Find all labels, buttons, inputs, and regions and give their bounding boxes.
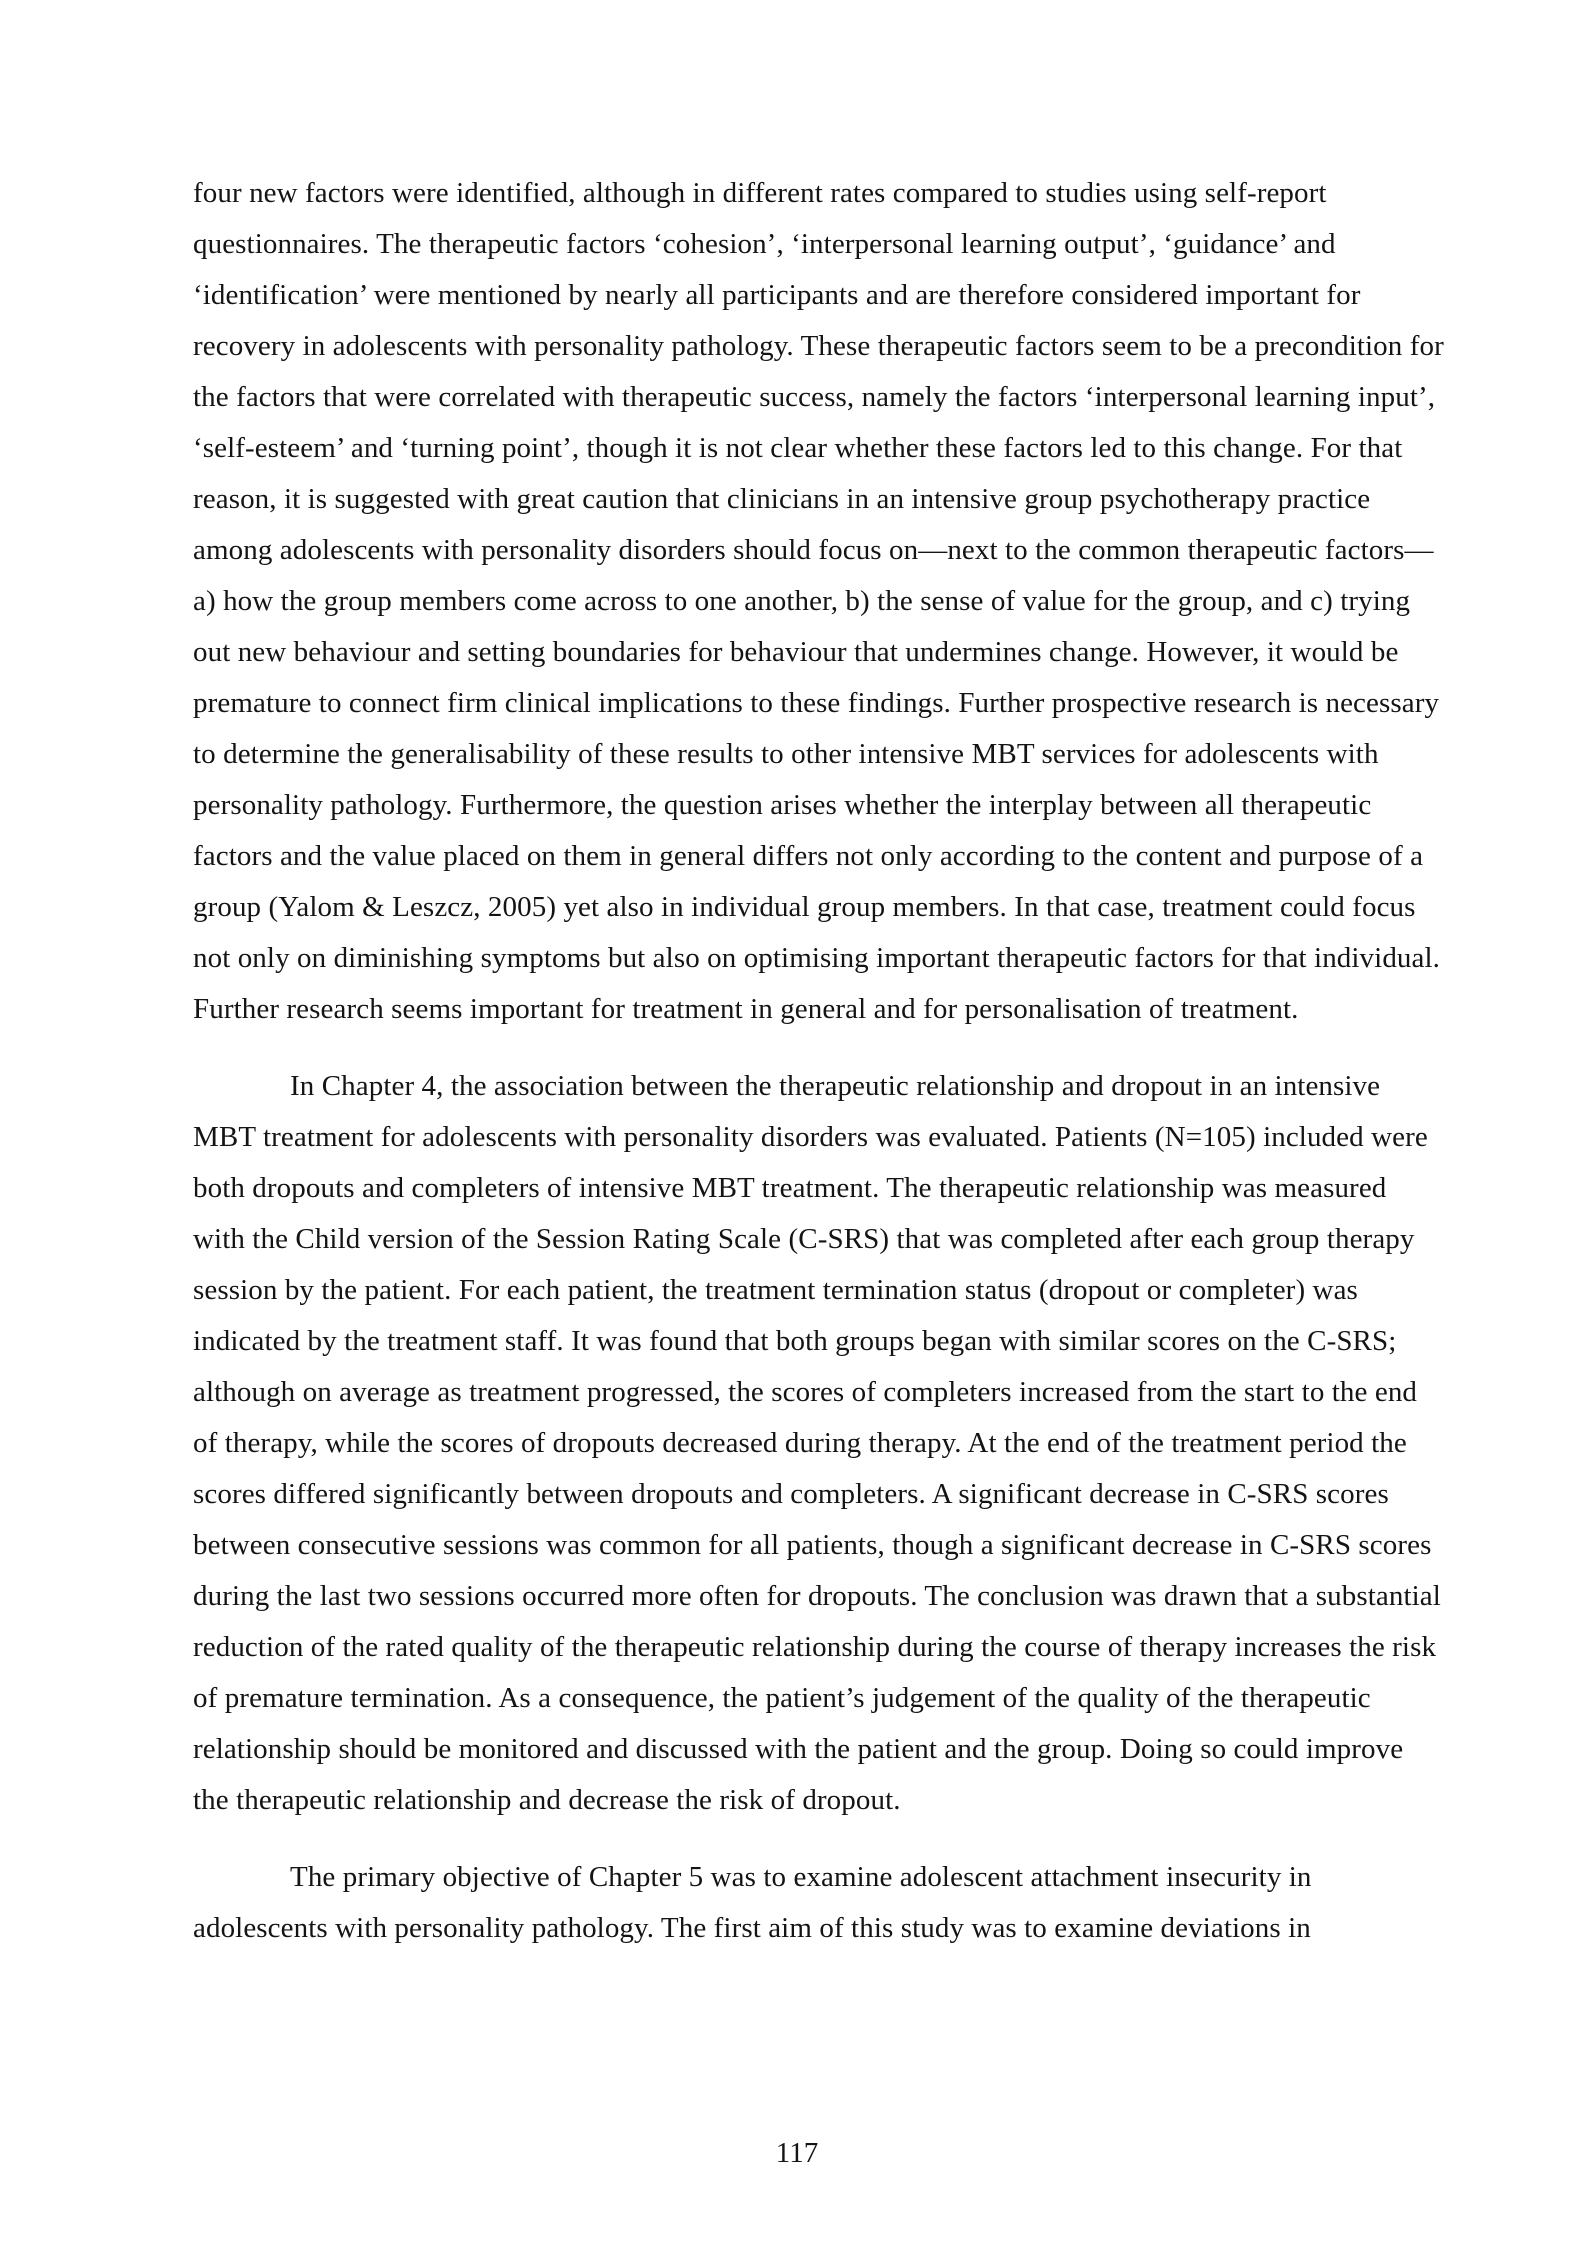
text-block [193,168,1445,1980]
page-number: 117 [775,2137,819,2169]
body-paragraph: The primary objective of Chapter 5 was to examine adolescent attachment insecurity in adolescents with personality pathology. The first aim of this study was to examine deviations in [193,1861,1312,1944]
body-paragraph: In Chapter 4, the association between the therapeutic relationship and dropout in an intensive MBT treatment for adolescents with personality disorders was evaluated. Patients (N=105) included were both dropouts and completers of intensive MBT treatment. The therapeutic relationship was measured with the Child version of the Session Rating Scale (C-SRS) that was completed after each group therapy session by the patient. For each patient, the treatment termination status (dropout or completer) was indicated by the treatment staff. It was found that both groups began with similar scores on the C-SRS; although on average as treatment progressed, the scores of completers increased from the start to the end of therapy, while the scores of dropouts decreased during therapy. At the end of the treatment period the scores differed significantly between dropouts and completers. A significant decrease in C-SRS scores between consecutive sessions was common for all patients, though a significant decrease in C-SRS scores during the last two sessions occurred more often for dropouts. The conclusion was drawn that a substantial reduction of the rated quality of the therapeutic relationship during the course of therapy increases the risk of premature termination. As a consequence, the patient’s judgement of the quality of the therapeutic relationship should be monitored and discussed with the patient and the group. Doing so could improve the therapeutic relationship and decrease the risk of dropout. [193,1070,1441,1816]
body-paragraph: four new factors were identified, although in different rates compared to studies using self-report questionnaires. The therapeutic factors ‘cohesion’, ‘interpersonal learning output’, ‘guidance’ and ‘identification’ were mentioned by nearly all participants and are therefore considered important for recovery in adolescents with personality pathology. These therapeutic factors seem to be a precondition for the factors that were correlated with therapeutic success, namely the factors ‘interpersonal learning input’, ‘self-esteem’ and ‘turning point’, though it is not clear whether these factors led to this change. For that reason, it is suggested with great caution that clinicians in an intensive group psychotherapy practice among adolescents with personality disorders should focus on—next to the common therapeutic factors—a) how the group members come across to one another, b) the sense of value for the group, and c) trying out new behaviour and setting boundaries for behaviour that undermines change. However, it would be premature to connect firm clinical implications to these findings. Further prospective research is necessary to determine the generalisability of these results to other intensive MBT services for adolescents with personality pathology. Furthermore, the question arises whether the interplay between all therapeutic factors and the value placed on them in general differs not only according to the content and purpose of a group (Yalom & Leszcz, 2005) yet also in individual group members. In that case, treatment could focus not only on diminishing symptoms but also on optimising important therapeutic factors for that individual. Further research seems important for treatment in general and for personalisation of treatment. [193,177,1444,1025]
